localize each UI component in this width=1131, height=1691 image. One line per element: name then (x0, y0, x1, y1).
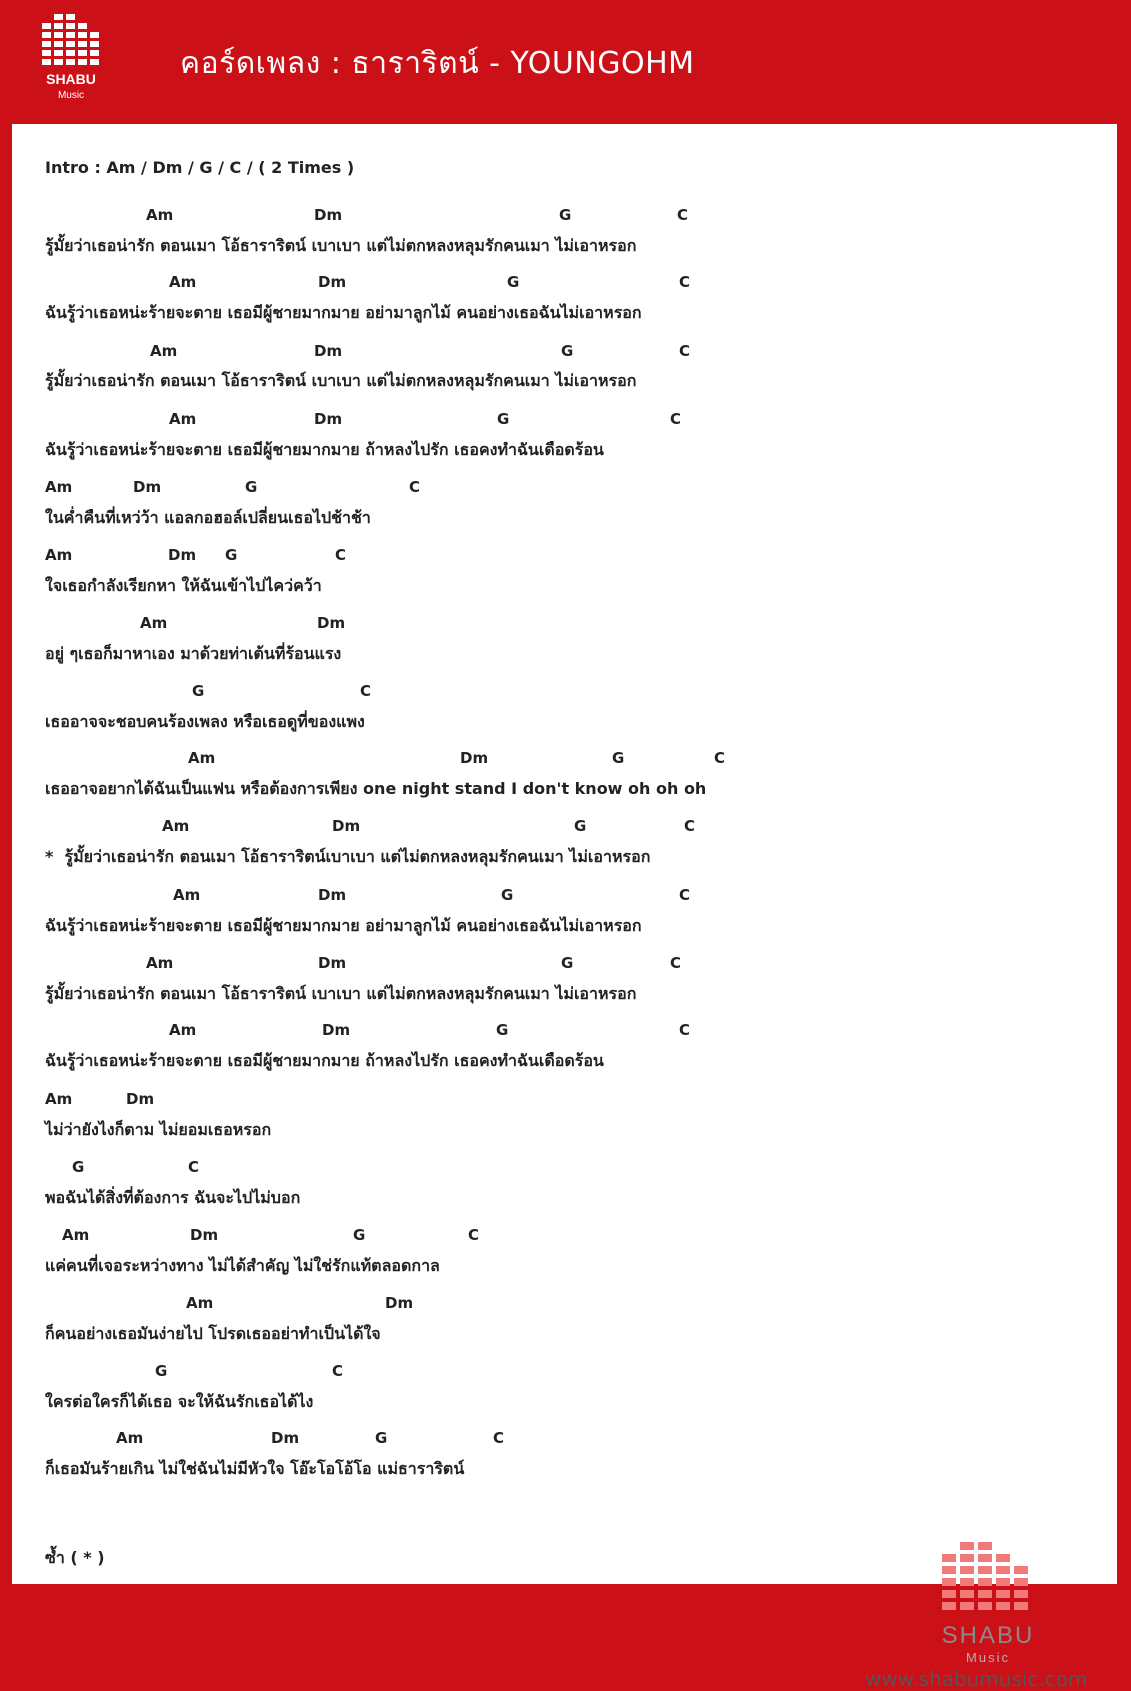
chord-label: G (561, 342, 574, 360)
lyric-text: ใจเธอกำลังเรียกหา ให้ฉันเข้าไปไคว่คว้า (45, 576, 322, 595)
lyric-text: เธออาจจะชอบคนร้องเพลง หรือเธอดูที่ของแพง (45, 712, 365, 731)
svg-text:SHABU: SHABU (46, 71, 96, 87)
chord-label: C (677, 206, 689, 224)
lyric-text: พอฉันได้สิ่งที่ต้องการ ฉันจะไปไม่บอก (45, 1188, 301, 1207)
svg-text:Music: Music (966, 1650, 1010, 1665)
chord-label: G (192, 682, 205, 700)
chord-label: G (559, 206, 572, 224)
chord-label: Am (169, 1021, 197, 1039)
chord-label: Dm (190, 1226, 219, 1244)
chord-label: Dm (322, 1021, 351, 1039)
lyric-text: ฉันรู้ว่าเธอหน่ะร้ายจะตาย เธอมีผู้ชายมากมาย อย่ามาลูกไม้ คนอย่างเธอฉันไม่เอาหรอก (45, 303, 642, 322)
chord-label: Dm (314, 410, 343, 428)
chord-label: G (72, 1158, 85, 1176)
chord-label: Am (45, 478, 73, 496)
chord-label: G (497, 410, 510, 428)
intro-line: Intro : Am / Dm / G / C / ( 2 Times ) (45, 158, 355, 177)
chord-label: Dm (168, 546, 197, 564)
lyric-text: ก็คนอย่างเธอมันง่ายไป โปรดเธออย่าทำเป็นได้ใจ (45, 1324, 381, 1343)
lyric-line (45, 1186, 300, 1211)
chord-label: G (245, 478, 258, 496)
chord-label: C (188, 1158, 200, 1176)
chord-label: G (225, 546, 238, 564)
chord-label: Am (45, 546, 73, 564)
chord-label: C (468, 1226, 480, 1244)
lyric-line (45, 234, 636, 259)
chord-label: G (507, 273, 520, 291)
lyric-line (45, 301, 642, 326)
lyric-text: ฉันรู้ว่าเธอหน่ะร้ายจะตาย เธอมีผู้ชายมากมาย อย่ามาลูกไม้ คนอย่างเธอฉันไม่เอาหรอก (45, 916, 642, 935)
website-url[interactable]: www.shabumusic.com (865, 1667, 1088, 1691)
chord-label: Am (146, 206, 174, 224)
lyric-line (45, 777, 706, 802)
chord-label: Am (162, 817, 190, 835)
lyric-text: ไม่ว่ายังไงก็ตาม ไม่ยอมเธอหรอก (45, 1120, 272, 1139)
lyric-text: ก็เธอมันร้ายเกิน ไม่ใช่ฉันไม่มีหัวใจ โอ๊ะโอโอ้โอ แม่ธาราริตน์ (45, 1459, 465, 1478)
chord-label: G (574, 817, 587, 835)
lyric-line (45, 574, 322, 599)
chord-label: Am (45, 1090, 73, 1108)
shabu-logo (40, 14, 102, 100)
chord-label: G (612, 749, 625, 767)
chord-label: Dm (385, 1294, 414, 1312)
lyric-line (45, 845, 650, 870)
chord-label: Dm (133, 478, 162, 496)
header-bar (0, 0, 1131, 112)
chord-label: Dm (317, 614, 346, 632)
lyric-text: รู้มั้ยว่าเธอน่ารัก ตอนเมา โอ้ธาราริตน์ เบาเบา แต่ไม่ตกหลงหลุมรักคนเมา ไม่เอาหรอก (45, 984, 637, 1003)
lyric-text: ใครต่อใครก็ได้เธอ จะให้ฉันรักเธอได้ไง (45, 1392, 314, 1411)
lyric-line (45, 1049, 604, 1074)
svg-text:Music: Music (57, 90, 85, 100)
lyric-text: ฉันรู้ว่าเธอหน่ะร้ายจะตาย เธอมีผู้ชายมากมาย ถ้าหลงไปรัก เธอคงทำฉันเดือดร้อน (45, 1051, 604, 1070)
chord-label: C (360, 682, 372, 700)
chord-label: Am (186, 1294, 214, 1312)
chord-label: Am (150, 342, 178, 360)
chord-label: G (496, 1021, 509, 1039)
chord-label: Dm (314, 342, 343, 360)
lyric-text: อยู่ ๆเธอก็มาหาเอง มาด้วยท่าเต้นที่ร้อนแรง (45, 644, 342, 663)
chord-label: Dm (318, 273, 347, 291)
lyric-text: เธออาจอยากได้ฉันเป็นแฟน หรือต้องการเพียง one night stand I don't know oh oh oh (45, 779, 707, 798)
lyric-text: ในค่ำคืนที่เหว่ว้า แอลกอฮอล์เปลี่ยนเธอไปช้าช้า (45, 508, 371, 527)
lyric-line (45, 1390, 313, 1415)
lyric-text: รู้มั้ยว่าเธอน่ารัก ตอนเมา โอ้ธาราริตน์ เบาเบา แต่ไม่ตกหลงหลุมรักคนเมา ไม่เอาหรอก (45, 236, 637, 255)
lyric-line (45, 1118, 271, 1143)
chord-label: C (679, 886, 691, 904)
chord-label: C (679, 1021, 691, 1039)
chord-label: G (155, 1362, 168, 1380)
chord-sheet (12, 124, 1117, 1691)
page-title: คอร์ดเพลง : ธาราริตน์ - YOUNGOHM (180, 46, 695, 81)
chord-label: Am (188, 749, 216, 767)
lyric-line (45, 369, 636, 394)
chord-label: C (670, 954, 682, 972)
lyric-line (45, 438, 604, 463)
chord-label: Dm (318, 954, 347, 972)
lyric-line (45, 914, 642, 939)
chord-label: C (332, 1362, 344, 1380)
lyric-line (45, 506, 371, 531)
chord-label: G (561, 954, 574, 972)
chord-label: Am (62, 1226, 90, 1244)
chord-label: C (409, 478, 421, 496)
lyric-line (45, 710, 365, 735)
chord-label: G (375, 1429, 388, 1447)
chord-label: C (679, 342, 691, 360)
chord-label: Dm (314, 206, 343, 224)
lyric-line (45, 1457, 464, 1482)
chord-label: Dm (318, 886, 347, 904)
chord-label: Dm (460, 749, 489, 767)
chord-label: Am (140, 614, 168, 632)
lyric-line (45, 1254, 440, 1279)
lyric-line (45, 642, 341, 667)
chord-label: C (493, 1429, 505, 1447)
repeat-note: ซ้ำ ( * ) (45, 1548, 105, 1567)
lyric-line (45, 982, 636, 1007)
lyric-text: ฉันรู้ว่าเธอหน่ะร้ายจะตาย เธอมีผู้ชายมากมาย ถ้าหลงไปรัก เธอคงทำฉันเดือดร้อน (45, 440, 604, 459)
lyric-text: แค่คนที่เจอระหว่างทาง ไม่ได้สำคัญ ไม่ใช่รักแท้ตลอดกาล (45, 1256, 440, 1275)
chord-label: C (670, 410, 682, 428)
chord-label: Am (116, 1429, 144, 1447)
chord-label: Am (173, 886, 201, 904)
chord-label: Dm (126, 1090, 155, 1108)
chord-label: Dm (332, 817, 361, 835)
chord-label: C (679, 273, 691, 291)
chord-label: C (335, 546, 347, 564)
lyric-line (45, 1322, 381, 1347)
chord-label: C (714, 749, 726, 767)
lyric-text: รู้มั้ยว่าเธอน่ารัก ตอนเมา โอ้ธาราริตน์ เบาเบา แต่ไม่ตกหลงหลุมรักคนเมา ไม่เอาหรอก (45, 371, 637, 390)
chord-label: C (684, 817, 696, 835)
chord-label: Am (169, 410, 197, 428)
chord-label: Am (169, 273, 197, 291)
chord-label: Dm (271, 1429, 300, 1447)
svg-text:SHABU: SHABU (941, 1622, 1035, 1649)
chord-label: G (501, 886, 514, 904)
chord-label: Am (146, 954, 174, 972)
chord-label: G (353, 1226, 366, 1244)
watermark-logo (940, 1542, 1036, 1670)
chorus-marker: * (45, 847, 54, 866)
lyric-text: รู้มั้ยว่าเธอน่ารัก ตอนเมา โอ้ธาราริตน์เบาเบา แต่ไม่ตกหลงหลุมรักคนเมา ไม่เอาหรอก (64, 847, 651, 866)
